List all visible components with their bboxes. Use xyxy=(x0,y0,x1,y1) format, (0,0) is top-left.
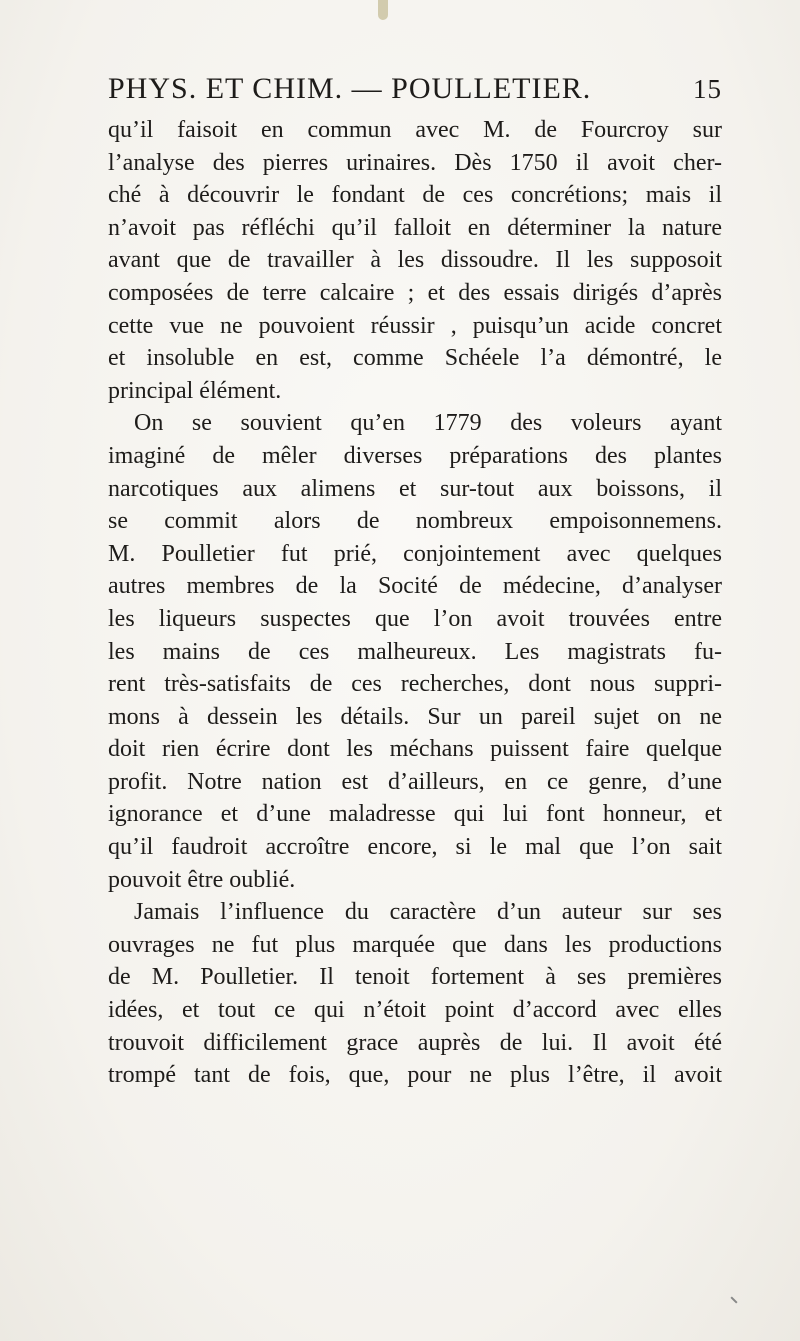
text-line: trompé tant de fois, que, pour ne plus l’être, il avoit xyxy=(108,1062,722,1089)
text-line: profit. Notre nation est d’ailleurs, en ce genre, d’une xyxy=(108,768,722,795)
page-number: 15 xyxy=(693,74,722,104)
text-line: cette vue ne pouvoient réussir , puisqu’un acide concret xyxy=(108,312,722,339)
text-line: rent très-satisfaits de ces recherches, dont nous suppri- xyxy=(108,671,722,698)
text-line: composées de terre calcaire ; et des essais dirigés d’après xyxy=(108,279,722,306)
text-line: se commit alors de nombreux empoisonnemens. xyxy=(108,508,722,535)
text-line: ouvrages ne fut plus marquée que dans les productions xyxy=(108,931,722,958)
text-line: idées, et tout ce qui n’étoit point d’accord avec elles xyxy=(108,997,722,1024)
body-text xyxy=(108,114,722,1092)
text-line: les mains de ces malheureux. Les magistrats fu- xyxy=(108,638,722,665)
text-line: ignorance et d’une maladresse qui lui font honneur, et xyxy=(108,801,722,828)
text-line: et insoluble en est, comme Schéele l’a démontré, le xyxy=(108,345,722,372)
text-line: principal élément. xyxy=(108,377,282,404)
text-line: qu’il faudroit accroître encore, si le mal que l’on sait xyxy=(108,834,722,861)
text-line: ché à découvrir le fondant de ces concrétions; mais il xyxy=(108,182,722,209)
text-line: narcotiques aux alimens et sur-tout aux boissons, il xyxy=(108,475,722,502)
running-head xyxy=(108,72,722,112)
text-line: l’analyse des pierres urinaires. Dès 1750 il avoit cher- xyxy=(108,149,722,176)
text-line: avant que de travailler à les dissoudre. Il les supposoit xyxy=(108,247,722,274)
ink-smudge xyxy=(378,0,388,20)
text-line: mons à dessein les détails. Sur un pareil sujet on ne xyxy=(108,703,722,730)
text-line: Jamais l’influence du caractère d’un auteur sur ses xyxy=(134,899,722,926)
text-line: n’avoit pas réfléchi qu’il falloit en déterminer la nature xyxy=(108,214,722,241)
paper-speck xyxy=(730,1296,737,1303)
running-title: PHYS. ET CHIM. — POULLETIER. xyxy=(108,72,592,105)
text-line: les liqueurs suspectes que l’on avoit trouvées entre xyxy=(108,605,722,632)
text-line: doit rien écrire dont les méchans puissent faire quelque xyxy=(108,736,722,763)
text-line: imaginé de mêler diverses préparations des plantes xyxy=(108,442,722,469)
text-line: On se souvient qu’en 1779 des voleurs ayant xyxy=(134,410,722,437)
text-line: trouvoit difficilement grace auprès de lui. Il avoit été xyxy=(108,1029,722,1056)
text-line: autres membres de la Socité de médecine, d’analyser xyxy=(108,573,722,600)
text-line: de M. Poulletier. Il tenoit fortement à ses premières xyxy=(108,964,722,991)
text-line: pouvoit être oublié. xyxy=(108,866,296,893)
text-line: qu’il faisoit en commun avec M. de Fourcroy sur xyxy=(108,117,722,143)
text-line: M. Poulletier fut prié, conjointement avec quelques xyxy=(108,540,722,567)
